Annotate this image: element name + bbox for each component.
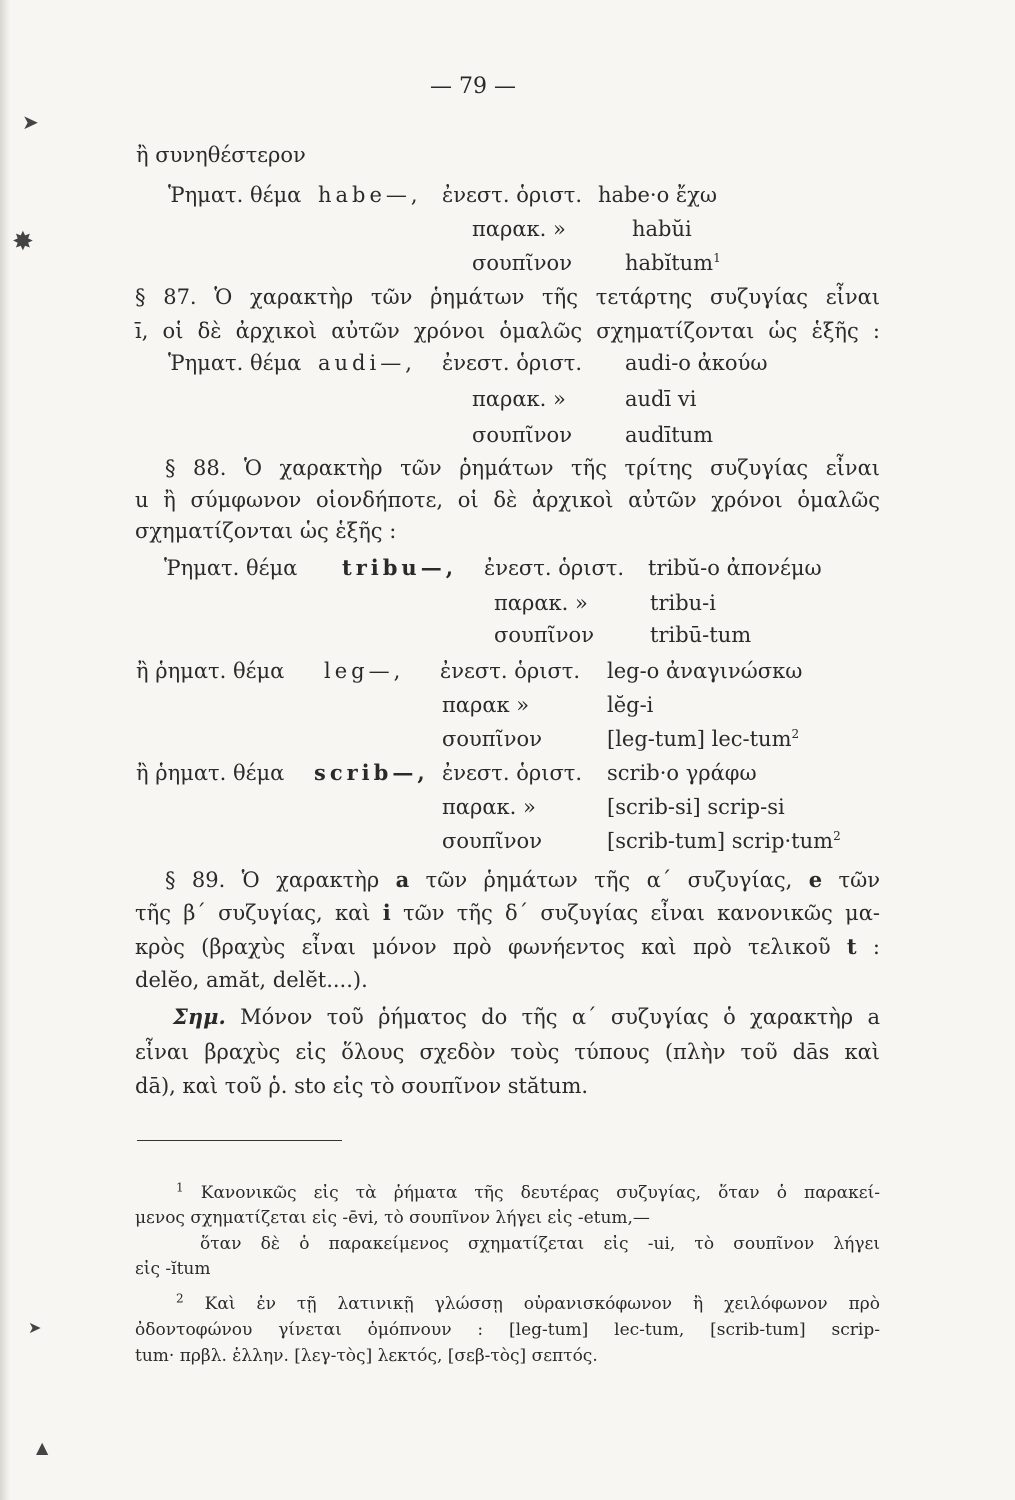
verb-label: ἢ ῥηματ. θέμα	[136, 761, 285, 785]
verb-form: σουπῖνον	[472, 423, 572, 447]
verb-form: σουπῖνον	[494, 623, 594, 647]
verb-value: scrib·o γράφω	[607, 761, 757, 785]
binding-mark: ▲	[36, 1438, 49, 1457]
footnote-line: $^1$ Κανονικῶς εἰς τὰ ῥήματα τῆς δευτέρας συζυγίας, ὅταν ὁ παρακεί-	[176, 1180, 880, 1203]
verb-value: [leg-tum] lec-tum$^2$	[607, 727, 800, 751]
verb-value: tribu-i	[650, 591, 716, 615]
verb-label: Ῥηματ. θέμα	[168, 351, 302, 375]
verb-form: σουπῖνον	[472, 251, 572, 275]
paragraph-89-line: § 89. Ὁ χαρακτὴρ a τῶν ῥημάτων τῆς α΄ συζυγίας, e τῶν	[165, 867, 880, 892]
verb-value: audītum	[625, 423, 714, 447]
footnote-line: ὀδοντοφώνου γίνεται ὁμόπνουν : [leg-tum] lec-tum, [scrib-tum] scrip-	[135, 1320, 880, 1340]
footnote-line: ὅταν δὲ ὁ παρακείμενος σχηματίζεται εἰς -ui, τὸ σουπῖνον λήγει	[200, 1234, 880, 1254]
paragraph-88-line: σχηματίζονται ὡς ἑξῆς :	[135, 519, 397, 543]
note-label: Σημ.	[173, 1004, 226, 1029]
verb-stem: scrib—,	[314, 760, 429, 785]
verb-form: ἐνεστ. ὁριστ.	[442, 183, 583, 207]
paragraph-89-line: κρὸς (βραχὺς εἶναι μόνον πρὸ φωνήεντος καὶ πρὸ τελικοῦ t :	[135, 934, 880, 959]
footnote-mark: 2	[176, 1291, 184, 1306]
page-number: — 79 —	[430, 74, 516, 99]
verb-form: παρακ. »	[442, 795, 536, 819]
binding-mark: ➤	[22, 110, 39, 134]
verb-value: leg-o ἀναγινώσκω	[607, 659, 803, 683]
verb-stem: leg—,	[324, 659, 405, 683]
verb-form: παρακ. »	[472, 387, 566, 411]
text-line: ἢ συνηθέστερον	[136, 143, 306, 167]
verb-form: παρακ. »	[472, 217, 566, 241]
verb-value: habŭi	[632, 217, 692, 241]
paragraph-88-line: u ἢ σύμφωνον οἱονδήποτε, οἱ δὲ ἀρχικοὶ αὐτῶν χρόνοι ὁμαλῶς	[135, 488, 880, 512]
footnote-ref: 2	[833, 829, 841, 843]
footnote-line: $^2$ Καὶ ἐν τῇ λατινικῇ γλώσσῃ οὐρανισκόφωνον ἢ χειλόφωνον πρὸ	[176, 1291, 881, 1314]
verb-form: ἐνεστ. ὁριστ.	[442, 761, 583, 785]
footnote-mark: 1	[176, 1180, 184, 1195]
verb-stem: audi—,	[318, 351, 416, 375]
verb-form: παρακ. »	[494, 591, 588, 615]
binding-mark: ➤	[28, 1318, 42, 1337]
verb-value: audi-o ἀκούω	[625, 351, 768, 375]
verb-value: [scrib-si] scrip-si	[607, 795, 785, 819]
page-edge-shadow	[0, 0, 10, 1500]
verb-form: ἐνεστ. ὁριστ.	[484, 556, 625, 580]
verb-form: σουπῖνον	[442, 727, 542, 751]
verb-value: lĕg-i	[607, 693, 654, 717]
verb-stem: tribu—,	[342, 555, 458, 580]
verb-label: ἢ ῥηματ. θέμα	[136, 659, 285, 683]
verb-form: σουπῖνον	[442, 829, 542, 853]
verb-stem: habe—,	[318, 183, 422, 207]
verb-form: παρακ »	[442, 693, 530, 717]
footnote-line: μενος σχηματίζεται εἰς -ēvi, τὸ σουπῖνον λήγει εἰς -etum,—	[135, 1208, 650, 1228]
verb-value: audī vi	[625, 387, 697, 411]
footnote-line: εἰς -ĭtum	[135, 1259, 211, 1279]
verb-form: ἐνεστ. ὁριστ.	[442, 351, 583, 375]
paragraph-88-line: § 88. Ὁ χαρακτὴρ τῶν ῥημάτων τῆς τρίτης συζυγίας εἶναι	[165, 456, 880, 480]
footnote-rule	[137, 1140, 342, 1141]
footnote-ref: 2	[791, 727, 800, 741]
footnote-ref: 1	[713, 251, 721, 265]
paragraph-87-line: ī, οἱ δὲ ἀρχικοὶ αὐτῶν χρόνοι ὁμαλῶς σχηματίζονται ὡς ἑξῆς :	[135, 319, 880, 343]
note-line: εἶναι βραχὺς εἰς ὅλους σχεδὸν τοὺς τύπους (πλὴν τοῦ dās καὶ	[135, 1040, 880, 1064]
verb-label: Ῥηματ. θέμα	[168, 183, 302, 207]
verb-value: [scrib-tum] scrip·tum$^2$	[607, 829, 841, 853]
verb-value: tribŭ-o ἀπονέμω	[648, 556, 822, 580]
verb-value: habe·o ἔχω	[598, 183, 718, 207]
note-line: Σημ. Μόνον τοῦ ῥήματος do τῆς α΄ συζυγίας ὁ χαρακτὴρ a	[173, 1004, 880, 1029]
ink-blot: ✸	[12, 227, 34, 257]
verb-value: habĭtum$^1$	[625, 251, 721, 275]
verb-value: tribū-tum	[650, 623, 752, 647]
footnote-line: tum· πρβλ. ἑλλην. [λεγ-τὸς] λεκτός, [σεβ-τὸς] σεπτός.	[135, 1346, 598, 1366]
verb-label: Ῥηματ. θέμα	[164, 556, 298, 580]
paragraph-89-line: delĕo, amăt, delĕt....).	[135, 968, 368, 992]
paragraph-87-line: § 87. Ὁ χαρακτὴρ τῶν ῥημάτων τῆς τετάρτης συζυγίας εἶναι	[135, 285, 880, 309]
verb-form: ἐνεστ. ὁριστ.	[440, 659, 581, 683]
paragraph-89-line: τῆς β΄ συζυγίας, καὶ i τῶν τῆς δ΄ συζυγίας εἶναι κανονικῶς μα-	[135, 900, 880, 925]
note-line: dā), καὶ τοῦ ῥ. sto εἰς τὸ σουπῖνον stătum.	[135, 1074, 589, 1098]
